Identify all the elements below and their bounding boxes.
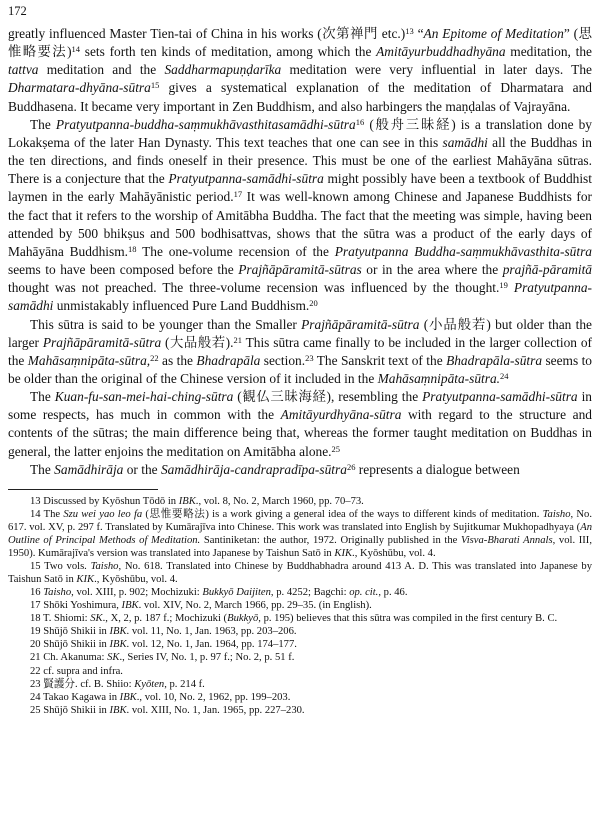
italic-text: Samādhirāja-candrapradīpa-sūtra (160, 461, 347, 477)
text-run: represents a dialogue between (355, 461, 520, 477)
italic-text: Saddharmapuṇḍarīka (164, 62, 282, 78)
footnote (8, 586, 592, 599)
note-reference: 20 (309, 298, 318, 309)
italic-text: Dharmatara-dhyāna-sūtra (8, 80, 151, 96)
note-reference: 24 (500, 370, 509, 381)
footnote (8, 678, 592, 691)
italic-text: SK (90, 613, 103, 625)
text-run: 13 Discussed by Kyōshun Tōdō in (30, 495, 179, 507)
paragraph (8, 116, 592, 316)
italic-text: Taisho (90, 561, 119, 573)
text-run: 25 Shūjō Shikii in (30, 704, 110, 716)
italic-text: Bukkyō (227, 613, 259, 625)
paragraph (8, 388, 592, 461)
paragraph (8, 25, 592, 116)
italic-text: Bhadrapāla (196, 352, 261, 368)
text-run: seems to have been composed before the (8, 262, 239, 278)
text-run: or the (123, 461, 161, 477)
text-run: 16 (30, 587, 44, 599)
text-run: (小品般若) but older than the larger (8, 316, 592, 350)
text-run: section. (260, 352, 306, 368)
note-reference: 22 (150, 352, 159, 363)
text-run: 20 Shūjō Shikii in (30, 639, 110, 651)
text-run: 21 Ch. Akanuma: (30, 652, 108, 664)
text-run: 24 Takao Kagawa in (30, 691, 120, 703)
italic-text: Prajñāpāramitā-sūtra (42, 334, 162, 350)
text-run: ” (思惟略要法) (8, 26, 593, 60)
note-reference: 19 (499, 280, 508, 291)
italic-text: tattva (8, 62, 39, 78)
italic-text: An Outline of Principal Methods of Meditation. (8, 522, 592, 547)
text-run: as the (158, 352, 197, 368)
text-run: thought was not preached. The three-volume recension was influenced by the thought. (8, 280, 500, 296)
italic-text: op. cit. (349, 587, 379, 599)
italic-text: prajñā-pāramitā (502, 262, 592, 278)
note-reference: 17 (233, 189, 243, 200)
text-run: (思惟要略法) is a work giving a general idea of the ways to different kinds of meditation. (142, 508, 543, 520)
italic-text: Prajñāpāramitā-sūtra (301, 316, 420, 332)
italic-text: KIK (334, 548, 353, 560)
italic-text: IBK (109, 704, 127, 716)
text-run: The one-volume recension of the (136, 243, 335, 259)
note-reference: 23 (305, 352, 314, 363)
italic-text: Pratyutpanna-samādhi-sūtra (422, 389, 578, 405)
text-run: 18 T. Shiomi: (30, 613, 91, 625)
footnote (8, 508, 592, 560)
italic-text: IBK (109, 639, 127, 651)
italic-text: Kyōten (134, 678, 165, 690)
text-run: This sūtra came finally to be included in the larger collection of the (8, 334, 593, 368)
text-run: ., Series IV, No. 1, p. 97 f.; No. 2, p. 51 f. (119, 652, 295, 664)
note-reference: 25 (331, 443, 341, 454)
italic-text: Mahāsaṃnipāta-sūtra, (27, 352, 151, 368)
italic-text: Amitāyurdhyāna-sūtra (280, 407, 402, 423)
page-number: 172 (8, 4, 27, 18)
note-reference: 26 (346, 461, 356, 472)
text-run: The (30, 389, 55, 405)
text-run: might possibly have been a textbook of Buddhist laymen in the early Mahāyānistic period. (8, 171, 592, 205)
text-run: ., vol. 8, No. 2, March 1960, pp. 70–73. (195, 495, 364, 507)
text-run: The (30, 116, 56, 132)
text-run: , p. 46. (378, 587, 408, 599)
text-run: in some respects, has much in common with the (8, 389, 593, 423)
paragraph (8, 461, 592, 479)
text-run: . vol. XIII, No. 1, Jan. 1965, pp. 227–230. (126, 704, 305, 716)
italic-text: An Epitome of Meditation (423, 26, 564, 41)
italic-text: Mahāsaṃnipāta-sūtra. (377, 370, 501, 386)
italic-text: KIK (76, 574, 95, 586)
text-run: (大品般若). (161, 334, 234, 350)
text-run: , vol. XIII, p. 902; Mochizuki: (71, 587, 203, 599)
italic-text: Taisho (542, 508, 571, 520)
footnotes (8, 495, 592, 717)
italic-text: Bukkyō Daijiten (202, 587, 271, 599)
text-run: 14 The (30, 508, 64, 520)
main-text (8, 25, 592, 479)
footnote-divider (8, 489, 158, 490)
text-run: , vol. III, 1950). Kumārajīva's version was translated into Japanese by Taishun Satō in (8, 535, 592, 560)
text-run: The Sanskrit text of the (313, 352, 447, 368)
italic-text: Pratyutpanna Buddha-saṃmukhāvasthita-sūtra (334, 243, 592, 259)
text-run: meditation were very influential in later days. The (281, 62, 592, 78)
text-run: (般舟三昧経) is a translation done by Lokakṣema of the later Han Dynasty. This text teaches that one can see in this (8, 116, 592, 150)
note-reference: 13 (405, 26, 414, 36)
italic-text: Prajñāpāramitā-sūtras (238, 262, 362, 278)
note-reference: 15 (150, 80, 160, 91)
text-run: , p. 214 f. (164, 678, 205, 690)
italic-text: Szu wei yao leo fa (63, 508, 143, 520)
text-run: This sūtra is said to be younger than the Smaller (30, 316, 302, 332)
text-run: unmistakably influenced Pure Land Buddhism. (53, 298, 310, 314)
text-run: with regard to the structure and contents of the sūtras; the main difference being that, whereas the former taught meditation on Buddhas in general, the latter enjoins the meditation on Amitābha alone. (8, 407, 592, 459)
text-run: gives a systematical explanation of the meditation of Dharmatara and Buddhasena. It became very important in Zen Buddhism, and also harbingers the maṇḍalas of Vajrayāna. (8, 80, 592, 114)
text-run: 22 cf. supra and infra. (30, 665, 123, 677)
italic-text: Bhadrapāla-sūtra (446, 352, 543, 368)
italic-text: IBK (119, 691, 137, 703)
italic-text: Samādhirāja (54, 461, 124, 477)
italic-text: IBK (178, 495, 196, 507)
text-run: or in the area where the (361, 262, 503, 278)
text-run: all the Buddhas in the ten directions, and finds oneself in their presence. This must be one of the earliest Mahāyāna sūtras. There is a conjecture that the (8, 134, 593, 187)
text-run: , No. 618. Translated into Chinese by Buddhabhadra around 413 A. D. This was translated into Japanese by Taishun Satō in (8, 561, 592, 586)
text-run: 15 Two vols. (30, 561, 91, 573)
note-reference: 16 (355, 116, 365, 127)
footnote (8, 691, 592, 704)
footnote (8, 612, 592, 625)
footnote (8, 638, 592, 651)
text-run: The (30, 461, 55, 477)
italic-text: IBK (121, 600, 139, 612)
paragraph (8, 316, 592, 389)
italic-text: Amitāyurbuddhadhyāna (376, 44, 506, 60)
italic-text: Pratyutpanna-samādhi (8, 280, 592, 314)
text-run: ., Kyōshūbu, vol. 4. (94, 574, 178, 586)
text-run: “ (413, 26, 424, 41)
text-run: ., vol. 10, No. 2, 1962, pp. 199–203. (136, 691, 291, 703)
text-run: , p. 4252; Bagchi: (270, 587, 350, 599)
text-run: Santiniketan: the author, 1972. Originally published in the (200, 535, 462, 547)
text-run: ., X, 2, p. 187 f.; Mochizuki ( (102, 613, 228, 625)
text-run: . vol. XIV, No. 2, March 1966, pp. 29–35. (in English). (138, 600, 372, 612)
note-reference: 18 (128, 243, 137, 254)
text-run: (観仏三昧海経), resembling the (233, 389, 423, 405)
italic-text: SK (107, 652, 120, 664)
note-reference: 14 (71, 44, 81, 55)
footnote (8, 599, 592, 612)
text-run: . vol. 11, No. 1, Jan. 1963, pp. 203–206. (126, 626, 297, 638)
text-run: . vol. 12, No. 1, Jan. 1964, pp. 174–177. (126, 639, 297, 651)
text-run: meditation, the (505, 44, 592, 60)
text-run: seems to be older than the original of the Chinese version of it included in the (8, 352, 592, 386)
text-run: 23 賢護分. cf. B. Shiio: (30, 678, 135, 690)
text-run: , p. 195) believes that this sūtra was compiled in the first century B. C. (258, 613, 558, 625)
italic-text: Pratyutpanna-samādhi-sūtra (168, 171, 324, 187)
text-run: It was well-known among Chinese and Japanese Buddhists for the fact that it refers to the worship of Amitābha Buddha. The fact that the meeting was simple, having been attended by 500 bhikṣus and 500 bodhisattvas, shows that the sūtra was a product of the early days of Mahāyāna Buddhism. (8, 189, 593, 259)
footnote (8, 625, 592, 638)
text-run: meditation and the (38, 62, 165, 78)
note-reference: 21 (233, 334, 242, 345)
italic-text: IBK (109, 626, 127, 638)
italic-text: samādhi (442, 134, 488, 150)
italic-text: Pratyutpanna-buddha-saṃmukhāvasthitasamādhi-sūtra (55, 116, 356, 132)
footnote (8, 560, 592, 586)
text-run: ., Kyōshūbu, vol. 4. (352, 548, 436, 560)
footnote (8, 704, 592, 717)
italic-text: Taisho (43, 587, 72, 599)
italic-text: Visva-Bharati Annals (461, 535, 553, 547)
text-run: 19 Shūjō Shikii in (30, 626, 110, 638)
text-run: , No. 617. vol. XV, p. 297 f. Translated by Kumārajīva into Chinese. This work was translated into English by Sujitkumar Mukhopadhyaya ( (8, 508, 592, 533)
text-run: 17 Shōki Yoshimura, (30, 600, 122, 612)
footnote (8, 495, 592, 508)
footnote (8, 665, 592, 678)
text-run: greatly influenced Master Tien-tai of China in his works (次第禅門 etc.) (8, 26, 406, 41)
footnote (8, 651, 592, 664)
italic-text: Kuan-fu-san-mei-hai-ching-sūtra (54, 389, 234, 405)
text-run: sets forth ten kinds of meditation, among which the (80, 44, 377, 60)
